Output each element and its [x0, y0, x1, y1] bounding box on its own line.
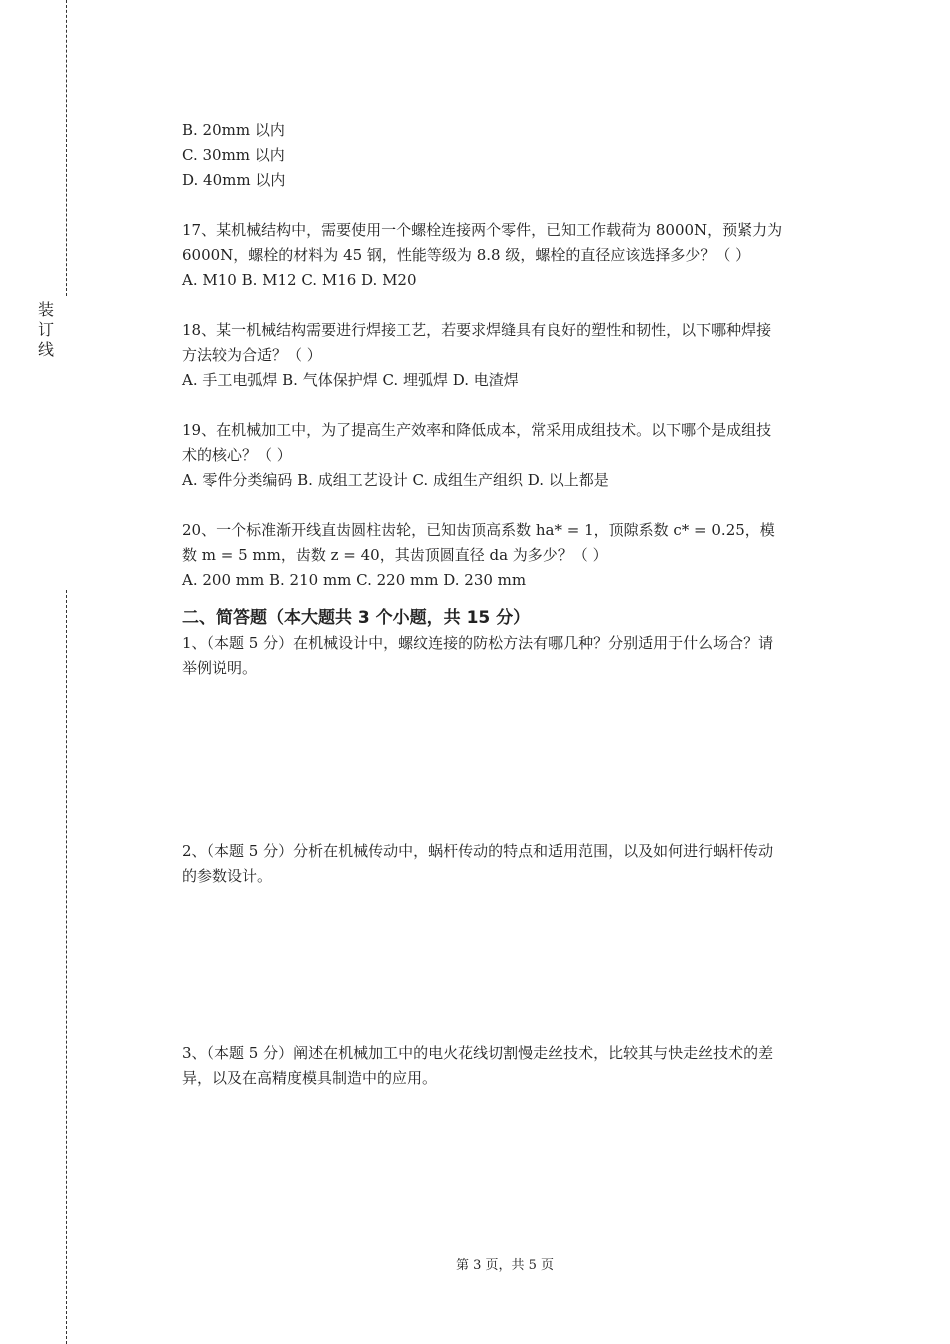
page-footer: 第 3 页，共 5 页: [455, 1258, 555, 1273]
question-options: A. 手工电弧焊 B. 气体保护焊 C. 埋弧焊 D. 电渣焊: [182, 371, 519, 389]
binding-label-char: 线: [37, 340, 54, 359]
binding-label-char: 订: [37, 320, 54, 339]
section-title-short-answer: 二、简答题（本大题共 3 个小题，共 15 分）: [182, 608, 531, 628]
question-stem: 18、某一机械结构需要进行焊接工艺，若要求焊缝具有良好的塑性和韧性，以下哪种焊接: [182, 321, 772, 339]
binding-dashed-line-top: [66, 0, 67, 296]
option-c: C. 30mm 以内: [182, 146, 285, 164]
question-20: [182, 518, 838, 593]
question-17: [182, 218, 838, 293]
question-options: A. M10 B. M12 C. M16 D. M20: [182, 271, 417, 289]
question-stem: 6000N，螺栓的材料为 45 钢，性能等级为 8.8 级，螺栓的直径应该选择多少？（ ）: [182, 246, 751, 264]
question-18: [182, 318, 838, 393]
short-answer-question-2: [182, 839, 838, 889]
option-d: D. 40mm 以内: [182, 171, 286, 189]
question-stem: 19、在机械加工中，为了提高生产效率和降低成本，常采用成组技术。以下哪个是成组技: [182, 421, 772, 439]
question-stem: 异，以及在高精度模具制造中的应用。: [182, 1069, 438, 1087]
binding-label: [34, 300, 58, 360]
question-stem: 举例说明。: [182, 659, 258, 677]
short-answer-question-3: [182, 1041, 838, 1091]
binding-dashed-line-bottom: [66, 590, 67, 1344]
short-answer-question-1: [182, 631, 838, 681]
answer-space: [182, 681, 838, 839]
question-16-options: [182, 118, 838, 193]
question-stem: 3、（本题 5 分）阐述在机械加工中的电火花线切割慢走丝技术，比较其与快走丝技术的差: [182, 1044, 774, 1062]
question-19: [182, 418, 838, 493]
question-stem: 20、一个标准渐开线直齿圆柱齿轮，已知齿顶高系数 ha* = 1，顶隙系数 c* = 0.25，模: [182, 521, 775, 539]
question-stem: 2、（本题 5 分）分析在机械传动中，蜗杆传动的特点和适用范围，以及如何进行蜗杆传动: [182, 842, 774, 860]
question-options: A. 200 mm B. 210 mm C. 220 mm D. 230 mm: [182, 571, 527, 589]
option-b: B. 20mm 以内: [182, 121, 285, 139]
question-stem: 17、某机械结构中，需要使用一个螺栓连接两个零件，已知工作载荷为 8000N，预紧力为: [182, 221, 783, 239]
exam-content: [182, 118, 838, 1091]
question-stem: 术的核心？（ ）: [182, 446, 292, 464]
binding-label-char: 装: [37, 300, 54, 319]
question-stem: 的参数设计。: [182, 867, 273, 885]
answer-space: [182, 889, 838, 1041]
question-options: A. 零件分类编码 B. 成组工艺设计 C. 成组生产组织 D. 以上都是: [182, 471, 609, 489]
question-stem: 1、（本题 5 分）在机械设计中，螺纹连接的防松方法有哪几种？分别适用于什么场合？请: [182, 634, 774, 652]
question-stem: 方法较为合适？（ ）: [182, 346, 322, 364]
question-stem: 数 m = 5 mm，齿数 z = 40，其齿顶圆直径 da 为多少？（ ）: [182, 546, 608, 564]
